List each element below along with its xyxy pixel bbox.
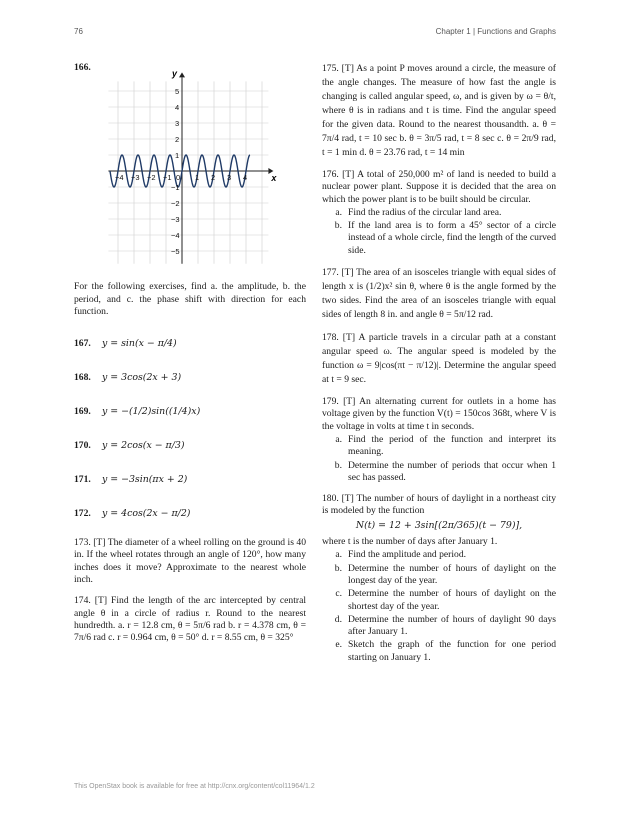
list-item [322, 220, 556, 257]
problem-174: 174. [T] Find the length of the arc intercepted by central angle θ in a circle of radius r. Round to the nearest hundredth. a. r = 12.8 cm, θ = 5π/6 rad b. r = 4.378 cm, θ = 7π/6 rad c. r = 0.964 cm, θ = 50° d. r = 8.55 cm, θ = 325° [74, 595, 306, 644]
list-item [322, 614, 556, 639]
x-tick-label: −3 [131, 173, 140, 183]
sinusoid-graph [74, 68, 306, 271]
list-letter: b. [334, 459, 342, 471]
list-text: Determine the number of hours of daylight 90 days after January 1. [348, 613, 556, 638]
left-column [74, 62, 306, 654]
list-text: Determine the number of periods that occur when 1 sec has passed. [348, 459, 556, 483]
y-tick-label: −5 [171, 247, 180, 257]
problem-179-items [322, 434, 556, 484]
intro-text: For the following exercises, find a. the amplitude, b. the period, and c. the phase shift with direction for each function. [74, 281, 306, 317]
list-item [322, 563, 556, 588]
right-column [322, 62, 556, 673]
problem-180: 180. [T] The number of hours of daylight in a northeast city is modeled by the function [322, 493, 556, 517]
exercise-list [74, 327, 306, 531]
problem-179: 179. [T] An alternating current for outlets in a home has voltage given by the function V(t) = 150cos 368t, where V is the voltage in volts at time t in seconds. [322, 396, 556, 432]
problem-180-where: where t is the number of days after January 1. [322, 536, 498, 548]
exercise-equation: y = −3sin(πx + 2) [102, 474, 188, 486]
problem-177: 177. [T] The area of an isosceles triangle with equal sides of length x is (1/2)x² sin θ, where θ is the angle formed by the two sides. Find the area of an isosceles triangle with equal sides of length 8 in. and angle θ = 5π/12 rad. [322, 267, 556, 321]
problem-178: 178. [T] A particle travels in a circular path at a constant angular speed ω. The angular speed is modeled by the function ω = 9|cos(πt − π/12)|. Determine the angular speed at t = 9 sec. [322, 332, 556, 386]
problem-173: 173. [T] The diameter of a wheel rolling on the ground is 40 in. If the wheel rotates through an angle of 120°, how many inches does it move? Approximate to the nearest whole inch. [74, 537, 306, 586]
y-tick-label: 4 [175, 103, 180, 113]
list-text: Find the amplitude and period. [348, 549, 467, 561]
list-item [322, 588, 556, 613]
list-letter: a. [335, 206, 342, 218]
x-tick-label: 2 [211, 173, 216, 183]
list-item [322, 207, 556, 219]
exercise-item [74, 361, 306, 395]
y-axis-label: y [172, 68, 178, 79]
problem-176-items [322, 207, 556, 257]
problem-176: 176. [T] A total of 250,000 m² of land is needed to build a nuclear power plant. Suppose it is decided that the area on which the power plant is to be built should be circular. [322, 169, 556, 205]
y-tick-label: −1 [171, 183, 180, 193]
list-item [322, 434, 556, 459]
exercise-equation: y = −(1/2)sin((1/4)x) [102, 406, 201, 418]
problem-180-items [322, 549, 556, 664]
x-tick-label: 1 [195, 173, 200, 183]
footer-note: This OpenStax book is available for free at http://cnx.org/content/col11964/1.2 [74, 783, 315, 790]
list-letter: c. [335, 588, 342, 600]
x-tick-label: −1 [163, 173, 172, 183]
exercise-equation: y = 4cos(2x − π/2) [102, 508, 191, 520]
exercise-item [74, 327, 306, 361]
list-item [322, 460, 556, 485]
list-letter: d. [334, 613, 342, 625]
y-tick-label: 5 [175, 87, 180, 97]
exercise-equation: y = 2cos(x − π/3) [102, 440, 185, 452]
list-item [322, 639, 556, 664]
x-tick-label: −4 [115, 173, 124, 183]
chapter-title: Chapter 1 | Functions and Graphs [435, 27, 556, 36]
exercise-item [74, 429, 306, 463]
list-text: Find the radius of the circular land area. [348, 206, 502, 218]
list-letter: b. [334, 562, 342, 574]
list-letter: a. [335, 549, 342, 561]
exercise-number: 168. [74, 372, 91, 384]
y-tick-label: −4 [171, 231, 180, 241]
exercise-item [74, 395, 306, 429]
list-text: Determine the number of hours of daylight on the shortest day of the year. [348, 588, 556, 612]
problem-175: 175. [T] As a point P moves around a circle, the measure of the angle changes. The measure of how fast the angle is changing is called angular speed, ω, and is given by ω = θ/t, where θ is in radians and t is time. Find the angular speed for the given data. Round to the nearest thousandth. a. θ = 7π/4 rad, t = 10 sec b. θ = 3π/5 rad, t = 8 sec c. θ = 2π/9 rad, t = 1 min d. θ = 23.76 rad, t = 14 min [322, 63, 556, 158]
list-text: If the land area is to form a 45° sector of a circle instead of a whole circle, find the length of the curved side. [348, 220, 556, 256]
exercise-number: 170. [74, 440, 91, 452]
list-letter: b. [334, 220, 342, 232]
list-text: Find the period of the function and interpret its meaning. [348, 433, 556, 458]
y-tick-label: 3 [175, 119, 180, 129]
y-tick-label: 1 [175, 151, 180, 161]
x-tick-label: 0 [176, 173, 181, 183]
exercise-number: 169. [74, 406, 91, 418]
exercise-number: 171. [74, 474, 91, 486]
y-tick-label: −3 [171, 215, 180, 225]
y-tick-label: −2 [171, 199, 180, 209]
x-tick-label: −2 [147, 173, 156, 183]
x-tick-label: 4 [243, 173, 248, 183]
exercise-item [74, 463, 306, 497]
exercise-equation: y = 3cos(2x + 3) [102, 372, 182, 384]
list-letter: e. [335, 639, 342, 651]
exercise-number: 167. [74, 338, 91, 350]
x-tick-label: 3 [227, 173, 232, 183]
page-number: 76 [74, 27, 83, 36]
problem-180-equation: N(t) = 12 + 3sin[(2π/365)(t − 79)], [355, 519, 523, 531]
y-tick-label: 2 [175, 135, 180, 145]
exercise-166-number: 166. [74, 62, 91, 73]
list-text: Determine the number of hours of daylight on the longest day of the year. [348, 562, 556, 586]
x-axis-label: x [271, 173, 277, 184]
list-item [322, 549, 556, 561]
list-letter: a. [335, 433, 342, 445]
exercise-item [74, 497, 306, 531]
list-text: Sketch the graph of the function for one period starting on January 1. [348, 639, 556, 663]
exercise-number: 172. [74, 508, 91, 520]
exercise-equation: y = sin(x − π/4) [102, 338, 177, 350]
